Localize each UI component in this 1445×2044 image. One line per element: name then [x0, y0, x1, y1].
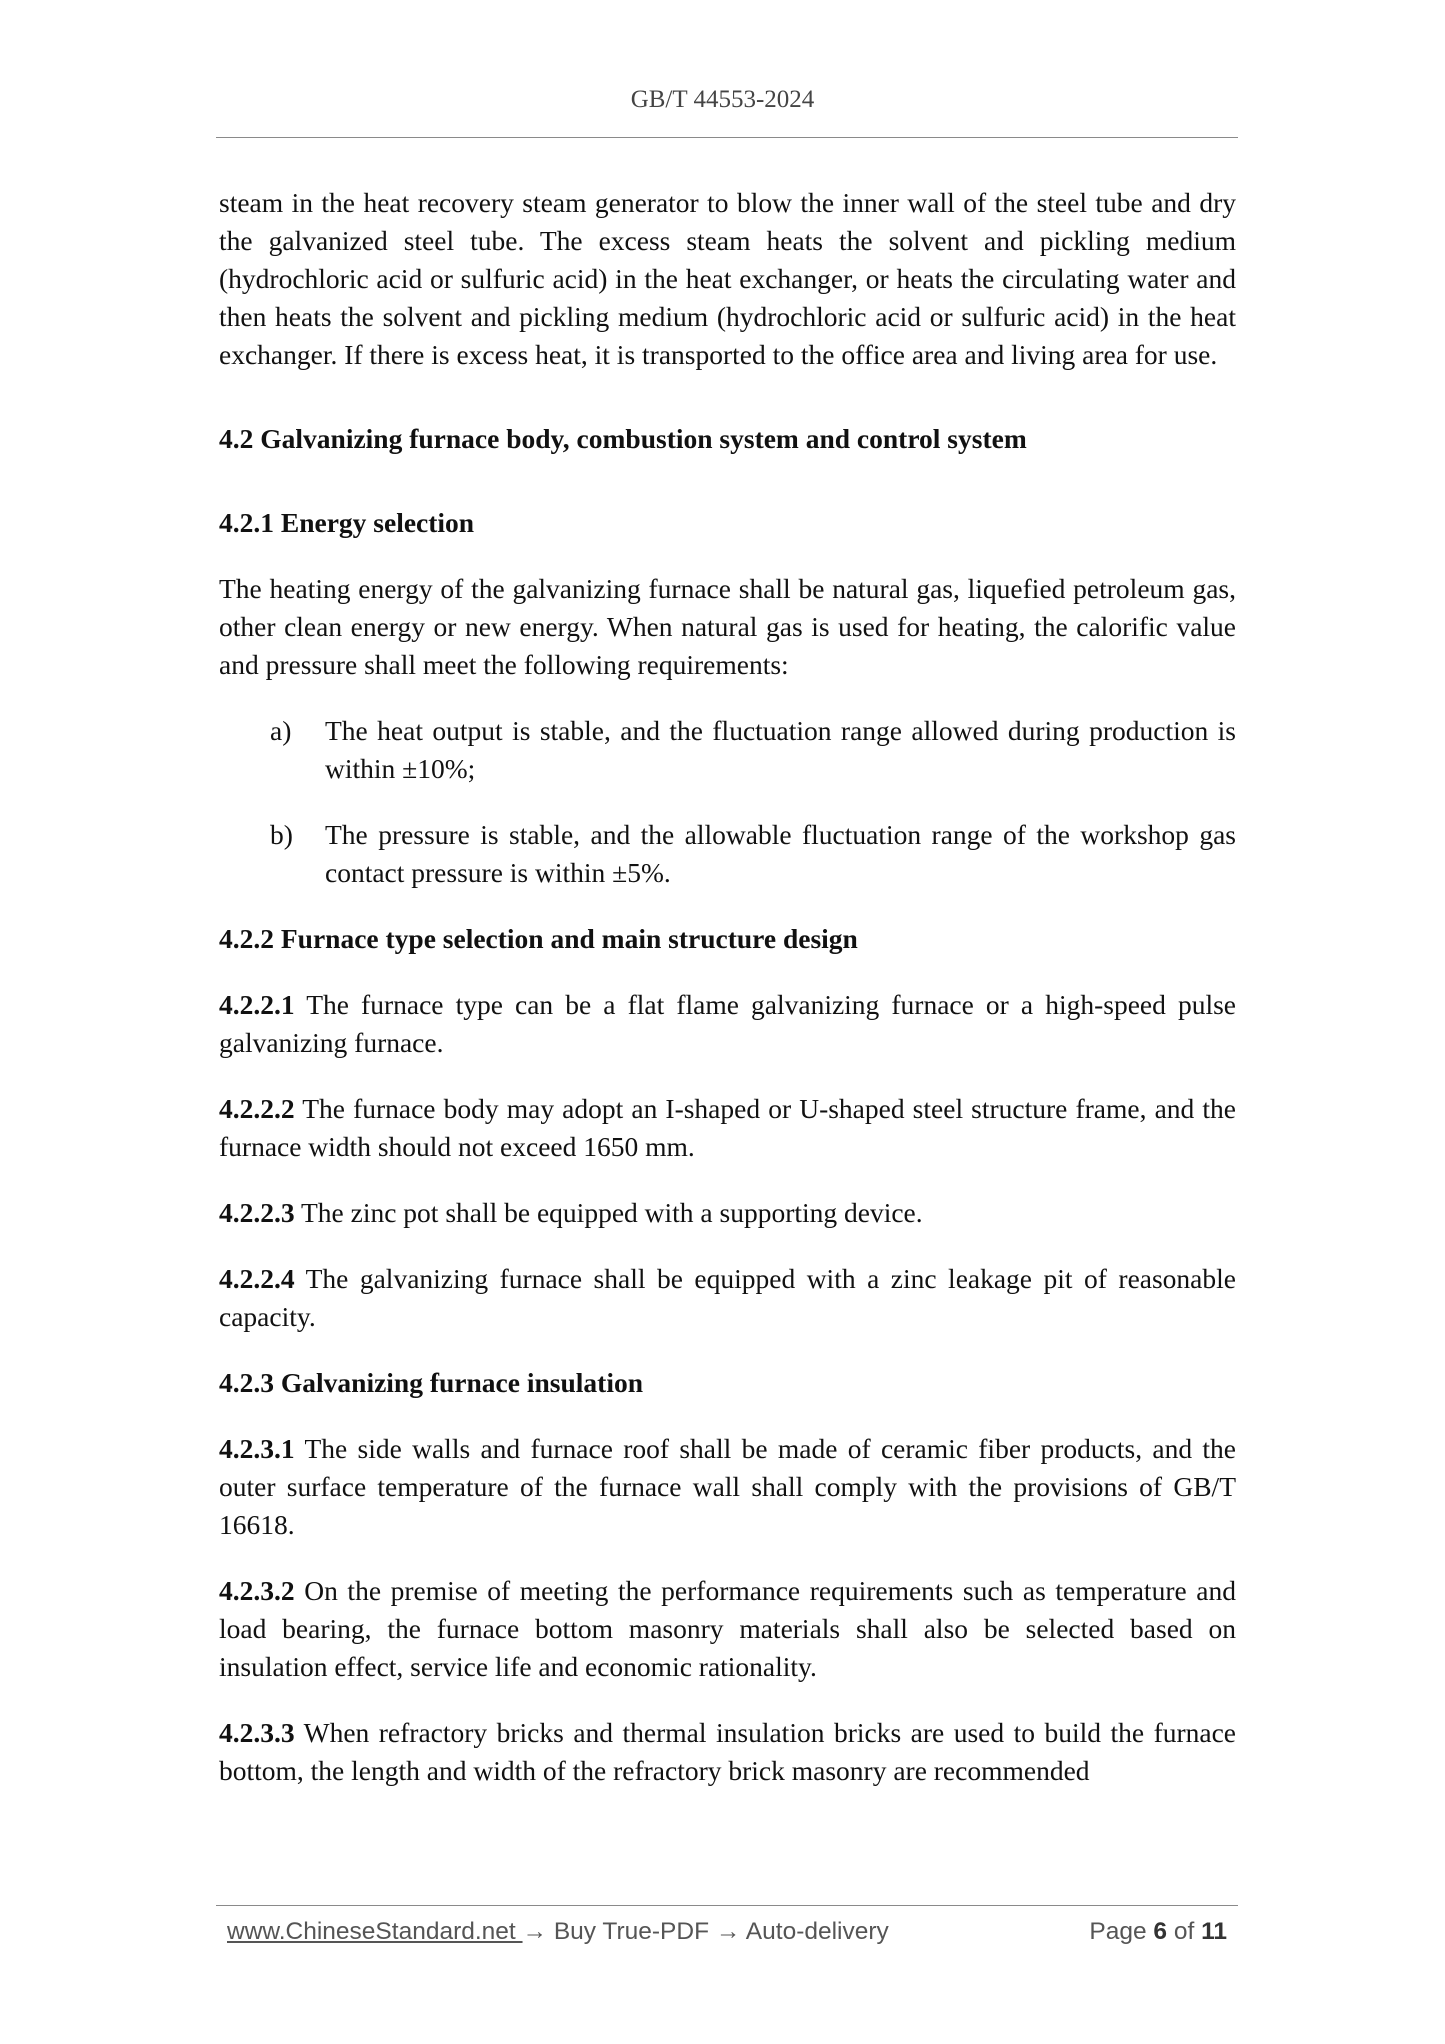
- footer-promo: [227, 1918, 889, 1946]
- document-body: [219, 184, 1236, 1790]
- clause-4-2-2-2: [219, 1090, 1236, 1166]
- clause-number: 4.2.3.1: [219, 1433, 295, 1464]
- clause-number: 4.2.2.2: [219, 1093, 295, 1124]
- clause-number: 4.2.2.1: [219, 989, 295, 1020]
- clause-text: The side walls and furnace roof shall be made of ceramic fiber products, and the outer surface temperature of the furnace wall shall comply with the provisions of GB/T 16618.: [219, 1433, 1236, 1540]
- page-indicator: [1089, 1918, 1227, 1946]
- page-footer: [227, 1918, 1227, 1958]
- footer-promo-text: → Buy True-PDF → Auto-delivery: [522, 1918, 889, 1945]
- section-4-2-3-heading: 4.2.3 Galvanizing furnace insulation: [219, 1367, 644, 1398]
- list-item-text: The pressure is stable, and the allowable fluctuation range of the workshop gas contact pressure is within ±5%.: [325, 819, 1236, 888]
- footer-divider: [216, 1905, 1238, 1906]
- total-pages-number: 11: [1201, 1918, 1227, 1945]
- website-link[interactable]: www.ChineseStandard.net: [227, 1918, 523, 1945]
- clause-text: The furnace body may adopt an I-shaped or U-shaped steel structure frame, and the furnace width should not exceed 1650 mm.: [219, 1093, 1236, 1162]
- header-divider: [216, 137, 1238, 138]
- clause-4-2-3-3: [219, 1714, 1236, 1790]
- list-item: [219, 816, 1236, 892]
- section-4-2-1-text: The heating energy of the galvanizing furnace shall be natural gas, liquefied petroleum gas, other clean energy or new energy. When natural gas is used for heating, the calorific value and pressure shall meet the following requirements:: [219, 573, 1236, 680]
- clause-text: The furnace type can be a flat flame galvanizing furnace or a high-speed pulse galvanizing furnace.: [219, 989, 1236, 1058]
- list-item-text: The heat output is stable, and the fluctuation range allowed during production is within ±10%;: [325, 715, 1236, 784]
- clause-4-2-2-1: [219, 986, 1236, 1062]
- clause-number: 4.2.3.2: [219, 1575, 295, 1606]
- intro-paragraph: steam in the heat recovery steam generator to blow the inner wall of the steel tube and dry the galvanized steel tube. The excess steam heats the solvent and pickling medium (hydrochloric acid or sulfuric acid) in the heat exchanger, or heats the circulating water and then heats the solvent and pickling medium (hydrochloric acid or sulfuric acid) in the heat exchanger. If there is excess heat, it is transported to the office area and living area for use.: [219, 187, 1236, 370]
- section-4-2-2-heading: 4.2.2 Furnace type selection and main structure design: [219, 923, 858, 954]
- clause-4-2-3-1: [219, 1430, 1236, 1544]
- clause-text: The zinc pot shall be equipped with a supporting device.: [294, 1197, 923, 1228]
- clause-4-2-3-2: [219, 1572, 1236, 1686]
- list-item-marker: b): [270, 819, 293, 850]
- clause-number: 4.2.3.3: [219, 1717, 295, 1748]
- clause-4-2-2-4: [219, 1260, 1236, 1336]
- page-label: Page: [1089, 1918, 1154, 1945]
- current-page-number: 6: [1153, 1918, 1168, 1945]
- clause-number: 4.2.2.4: [219, 1263, 295, 1294]
- list-item: [219, 712, 1236, 788]
- section-4-2-heading: 4.2 Galvanizing furnace body, combustion system and control system: [219, 423, 1027, 454]
- clause-number: 4.2.2.3: [219, 1197, 295, 1228]
- of-label: of: [1167, 1918, 1202, 1945]
- clause-text: When refractory bricks and thermal insulation bricks are used to build the furnace bottom, the length and width of the refractory brick masonry are recommended: [219, 1717, 1236, 1786]
- document-header-title: GB/T 44553-2024: [630, 86, 815, 113]
- clause-4-2-2-3: [219, 1194, 1236, 1232]
- clause-text: On the premise of meeting the performance requirements such as temperature and load bearing, the furnace bottom masonry materials shall also be selected based on insulation effect, service life and economic rationality.: [219, 1575, 1236, 1682]
- clause-text: The galvanizing furnace shall be equipped with a zinc leakage pit of reasonable capacity.: [219, 1263, 1236, 1332]
- section-4-2-1-heading: 4.2.1 Energy selection: [219, 507, 475, 538]
- list-item-marker: a): [270, 715, 292, 746]
